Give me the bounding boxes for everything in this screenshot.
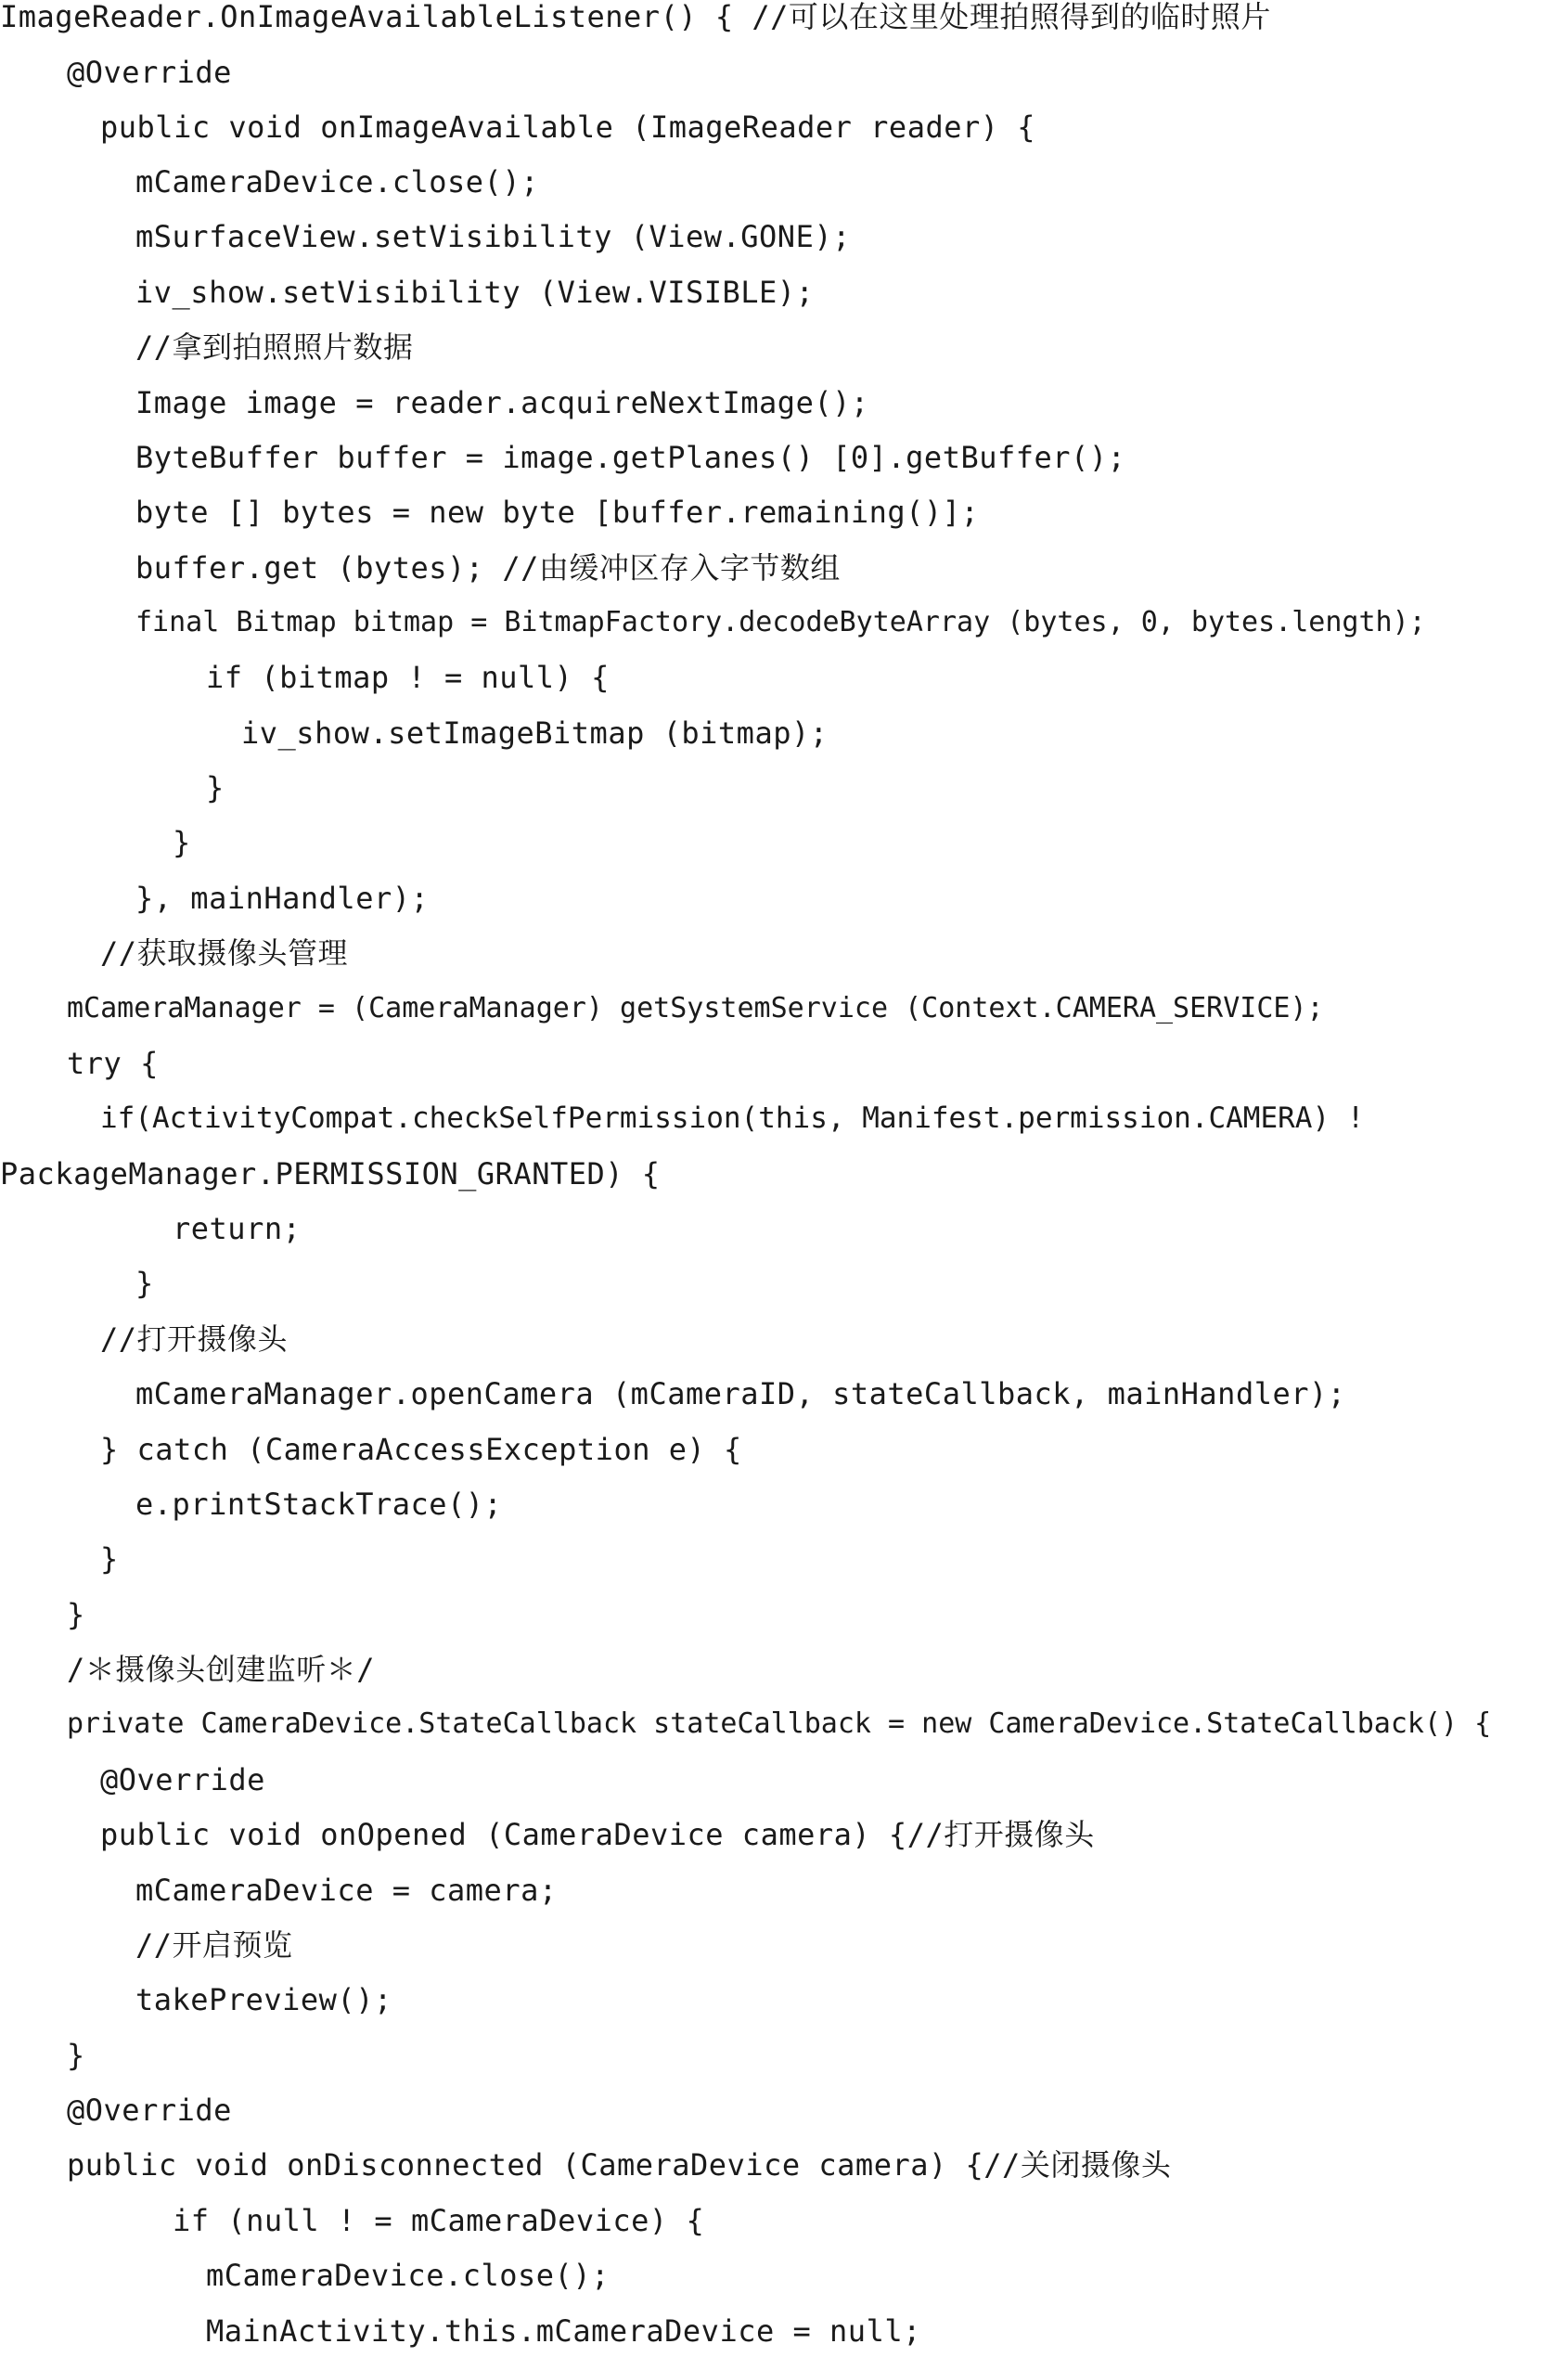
code-line: @Override [67, 2093, 232, 2128]
code-line: iv_show.setImageBitmap (bitmap); [241, 715, 829, 751]
code-brace: } [173, 825, 191, 860]
code-line: ByteBuffer buffer = image.getPlanes() [0].getBuffer(); [135, 440, 1126, 475]
code-line: Image image = reader.acquireNextImage(); [135, 385, 869, 420]
code-line: @Override [67, 55, 232, 90]
code-comment: //打开摄像头 [100, 1321, 289, 1357]
code-comment: /＊摄像头创建监听＊/ [67, 1652, 376, 1687]
code-line: mCameraDevice.close(); [135, 164, 539, 200]
code-line: PackageManager.PERMISSION_GRANTED) { [0, 1156, 661, 1191]
code-line: public void onOpened (CameraDevice camera) {//打开摄像头 [100, 1817, 1095, 1852]
code-line: public void onImageAvailable (ImageReader reader) { [100, 109, 1036, 145]
code-brace: } [100, 1541, 119, 1577]
code-line: iv_show.setVisibility (View.VISIBLE); [135, 275, 815, 310]
code-line: ImageReader.OnImageAvailableListener() { //可以在这里处理拍照得到的临时照片 [0, 0, 1271, 34]
code-line: public void onDisconnected (CameraDevice camera) {//关闭摄像头 [67, 2147, 1172, 2183]
code-line: mCameraManager = (CameraManager) getSystemService (Context.CAMERA_SERVICE); [67, 992, 1324, 1024]
code-line: }, mainHandler); [135, 881, 430, 916]
code-brace: } [206, 770, 225, 805]
code-line: if (null ! = mCameraDevice) { [173, 2203, 705, 2238]
code-line: byte [] bytes = new byte [buffer.remaining()]; [135, 495, 980, 530]
code-line: e.printStackTrace(); [135, 1487, 503, 1522]
code-line: if(ActivityCompat.checkSelfPermission(this, Manifest.permission.CAMERA) ! [100, 1101, 1365, 1135]
code-line: mCameraManager.openCamera (mCameraID, stateCallback, mainHandler); [135, 1376, 1346, 1411]
code-brace: } [67, 1597, 85, 1632]
code-line: mSurfaceView.setVisibility (View.GONE); [135, 219, 851, 254]
code-line: final Bitmap bitmap = BitmapFactory.decodeByteArray (bytes, 0, bytes.length); [135, 606, 1426, 638]
code-line: takePreview(); [135, 1982, 392, 2017]
code-comment: //获取摄像头管理 [100, 935, 349, 971]
code-comment: //开启预览 [135, 1927, 293, 1963]
code-line: } catch (CameraAccessException e) { [100, 1432, 742, 1467]
code-comment: //拿到拍照照片数据 [135, 329, 414, 365]
code-brace: } [135, 1266, 154, 1301]
code-line: mCameraDevice.close(); [206, 2258, 610, 2293]
code-brace: } [67, 2038, 85, 2073]
code-line: private CameraDevice.StateCallback stateCallback = new CameraDevice.StateCallback() { [67, 1707, 1492, 1740]
code-line: if (bitmap ! = null) { [206, 660, 610, 695]
code-line: return; [173, 1211, 302, 1246]
code-line: @Override [100, 1762, 265, 1797]
code-line: MainActivity.this.mCameraDevice = null; [206, 2313, 921, 2349]
code-line: mCameraDevice = camera; [135, 1873, 558, 1908]
code-line: try { [67, 1046, 159, 1081]
code-line: buffer.get (bytes); //由缓冲区存入字节数组 [135, 550, 841, 586]
